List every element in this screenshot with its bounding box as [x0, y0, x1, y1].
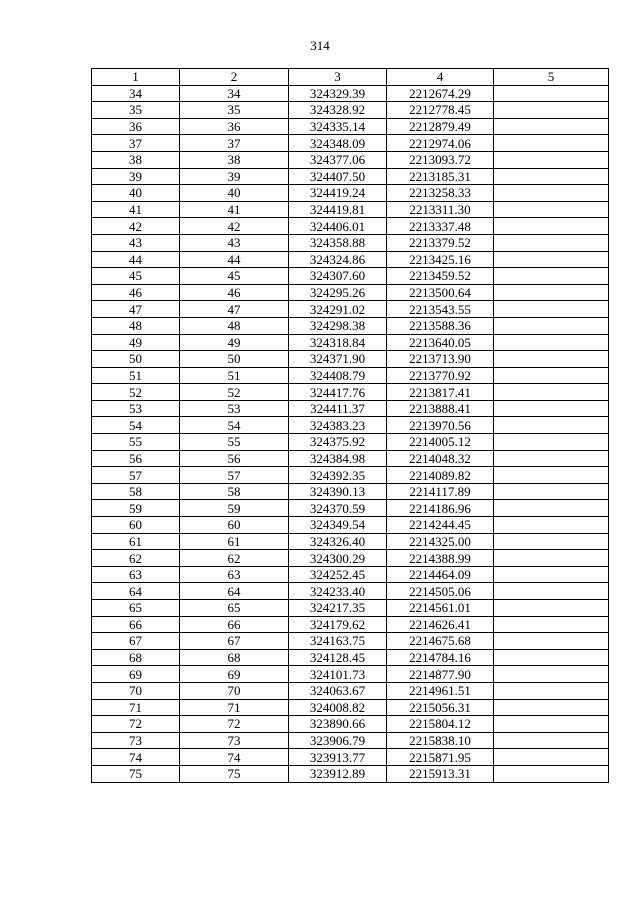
table-cell-col-5	[494, 583, 609, 600]
table-cell-col-1: 74	[92, 749, 180, 766]
table-row	[92, 483, 609, 500]
table-cell-col-5	[494, 218, 609, 235]
table-cell-col-4: 2213640.05	[387, 334, 494, 351]
table-cell-col-2: 53	[180, 400, 289, 417]
table-cell-col-4: 2214877.90	[387, 666, 494, 683]
page-number: 314	[310, 38, 330, 53]
table-row	[92, 749, 609, 766]
table-cell-col-5	[494, 185, 609, 202]
table-cell-col-2: 70	[180, 682, 289, 699]
table-cell-col-1: 37	[92, 135, 180, 152]
table-cell-col-2: 61	[180, 533, 289, 550]
table-cell-col-3: 324358.88	[289, 234, 387, 251]
table-cell-col-5	[494, 517, 609, 534]
table-cell-col-2: 73	[180, 732, 289, 749]
table-cell-col-5	[494, 151, 609, 168]
table-cell-col-3: 324329.39	[289, 85, 387, 102]
table-cell-col-2: 36	[180, 118, 289, 135]
table-cell-col-1: 66	[92, 616, 180, 633]
table-cell-col-2: 47	[180, 301, 289, 318]
table-cell-col-2: 54	[180, 417, 289, 434]
table-cell-col-1: 43	[92, 234, 180, 251]
table-cell-col-2: 39	[180, 168, 289, 185]
table-cell-col-3: 324383.23	[289, 417, 387, 434]
table-row	[92, 168, 609, 185]
table-cell-col-1: 51	[92, 367, 180, 384]
table-cell-col-2: 55	[180, 434, 289, 451]
table-cell-col-5	[494, 334, 609, 351]
table-cell-col-2: 56	[180, 450, 289, 467]
table-cell-col-2: 72	[180, 716, 289, 733]
table-cell-col-2: 64	[180, 583, 289, 600]
table-row	[92, 682, 609, 699]
table-cell-col-5	[494, 434, 609, 451]
table-cell-col-2: 75	[180, 765, 289, 782]
table-cell-col-1: 47	[92, 301, 180, 318]
table-cell-col-4: 2214561.01	[387, 600, 494, 617]
table-cell-col-2: 43	[180, 234, 289, 251]
table-row	[92, 500, 609, 517]
table-cell-col-4: 2214961.51	[387, 682, 494, 699]
table-cell-col-5	[494, 317, 609, 334]
table-cell-col-5	[494, 467, 609, 484]
table-cell-col-1: 68	[92, 649, 180, 666]
table-row	[92, 268, 609, 285]
table-cell-col-3: 324163.75	[289, 633, 387, 650]
table-row	[92, 732, 609, 749]
column-header-2: 2	[180, 69, 289, 86]
table-cell-col-1: 57	[92, 467, 180, 484]
table-cell-col-5	[494, 450, 609, 467]
table-cell-col-4: 2215871.95	[387, 749, 494, 766]
table-row	[92, 583, 609, 600]
table-row	[92, 633, 609, 650]
table-cell-col-4: 2214048.32	[387, 450, 494, 467]
table-cell-col-1: 38	[92, 151, 180, 168]
table-cell-col-4: 2213588.36	[387, 317, 494, 334]
table-cell-col-3: 323890.66	[289, 716, 387, 733]
table-cell-col-2: 41	[180, 201, 289, 218]
table-cell-col-3: 323912.89	[289, 765, 387, 782]
table-row	[92, 351, 609, 368]
table-cell-col-3: 324417.76	[289, 384, 387, 401]
column-header-5: 5	[494, 69, 609, 86]
table-cell-col-2: 74	[180, 749, 289, 766]
table-row	[92, 218, 609, 235]
table-cell-col-5	[494, 566, 609, 583]
table-row	[92, 716, 609, 733]
table-cell-col-1: 39	[92, 168, 180, 185]
table-cell-col-1: 34	[92, 85, 180, 102]
table-row	[92, 467, 609, 484]
table-cell-col-1: 50	[92, 351, 180, 368]
table-cell-col-2: 45	[180, 268, 289, 285]
table-cell-col-4: 2214089.82	[387, 467, 494, 484]
table-cell-col-3: 324384.98	[289, 450, 387, 467]
table-cell-col-4: 2213258.33	[387, 185, 494, 202]
table-cell-col-5	[494, 351, 609, 368]
table-cell-col-2: 69	[180, 666, 289, 683]
table-cell-col-2: 46	[180, 284, 289, 301]
table-cell-col-3: 324390.13	[289, 483, 387, 500]
table-cell-col-5	[494, 550, 609, 567]
table-cell-col-3: 324419.24	[289, 185, 387, 202]
table-cell-col-1: 58	[92, 483, 180, 500]
coordinates-table	[91, 68, 609, 783]
table-cell-col-3: 324295.26	[289, 284, 387, 301]
table-cell-col-4: 2213185.31	[387, 168, 494, 185]
table-cell-col-4: 2213425.16	[387, 251, 494, 268]
table-cell-col-2: 34	[180, 85, 289, 102]
table-cell-col-1: 55	[92, 434, 180, 451]
table-cell-col-2: 68	[180, 649, 289, 666]
table-row	[92, 517, 609, 534]
table-cell-col-3: 324300.29	[289, 550, 387, 567]
table-cell-col-4: 2214117.89	[387, 483, 494, 500]
table-row	[92, 400, 609, 417]
table-row	[92, 334, 609, 351]
table-cell-col-2: 63	[180, 566, 289, 583]
table-cell-col-3: 324307.60	[289, 268, 387, 285]
table-row	[92, 317, 609, 334]
table-row	[92, 301, 609, 318]
table-cell-col-4: 2212879.49	[387, 118, 494, 135]
table-cell-col-2: 37	[180, 135, 289, 152]
table-cell-col-5	[494, 649, 609, 666]
table-cell-col-2: 50	[180, 351, 289, 368]
column-header-1: 1	[92, 69, 180, 86]
table-cell-col-1: 59	[92, 500, 180, 517]
table-cell-col-5	[494, 616, 609, 633]
table-row	[92, 102, 609, 119]
table-cell-col-3: 324233.40	[289, 583, 387, 600]
column-header-3: 3	[289, 69, 387, 86]
table-cell-col-4: 2214244.45	[387, 517, 494, 534]
table-cell-col-3: 324377.06	[289, 151, 387, 168]
table-row	[92, 450, 609, 467]
table-cell-col-3: 324349.54	[289, 517, 387, 534]
table-cell-col-4: 2213093.72	[387, 151, 494, 168]
table-cell-col-5	[494, 732, 609, 749]
table-cell-col-5	[494, 666, 609, 683]
table-cell-col-2: 35	[180, 102, 289, 119]
table-cell-col-1: 71	[92, 699, 180, 716]
table-cell-col-1: 75	[92, 765, 180, 782]
table-cell-col-2: 62	[180, 550, 289, 567]
table-row	[92, 135, 609, 152]
table-cell-col-2: 65	[180, 600, 289, 617]
table-cell-col-5	[494, 268, 609, 285]
table-cell-col-3: 323906.79	[289, 732, 387, 749]
table-cell-col-3: 324407.50	[289, 168, 387, 185]
table-row	[92, 533, 609, 550]
table-cell-col-4: 2214005.12	[387, 434, 494, 451]
table-cell-col-5	[494, 118, 609, 135]
table-cell-col-5	[494, 716, 609, 733]
table-cell-col-4: 2213500.64	[387, 284, 494, 301]
table-cell-col-4: 2214626.41	[387, 616, 494, 633]
table-row	[92, 367, 609, 384]
table-row	[92, 284, 609, 301]
table-cell-col-5	[494, 384, 609, 401]
table-cell-col-3: 324101.73	[289, 666, 387, 683]
table-cell-col-2: 58	[180, 483, 289, 500]
table-cell-col-1: 49	[92, 334, 180, 351]
table-cell-col-4: 2214784.16	[387, 649, 494, 666]
table-cell-col-5	[494, 102, 609, 119]
table-cell-col-3: 324298.38	[289, 317, 387, 334]
table-row	[92, 201, 609, 218]
table-cell-col-5	[494, 483, 609, 500]
table-cell-col-2: 60	[180, 517, 289, 534]
table-cell-col-4: 2213379.52	[387, 234, 494, 251]
table-cell-col-5	[494, 400, 609, 417]
table-cell-col-2: 59	[180, 500, 289, 517]
table-cell-col-3: 324411.37	[289, 400, 387, 417]
table-cell-col-3: 324375.92	[289, 434, 387, 451]
table-cell-col-5	[494, 533, 609, 550]
table-cell-col-4: 2215913.31	[387, 765, 494, 782]
table-cell-col-4: 2213970.56	[387, 417, 494, 434]
table-cell-col-5	[494, 168, 609, 185]
table-cell-col-1: 48	[92, 317, 180, 334]
table-cell-col-5	[494, 301, 609, 318]
table-cell-col-4: 2214505.06	[387, 583, 494, 600]
table-cell-col-3: 324408.79	[289, 367, 387, 384]
table-cell-col-3: 324328.92	[289, 102, 387, 119]
table-cell-col-5	[494, 251, 609, 268]
table-row	[92, 434, 609, 451]
table-cell-col-3: 324063.67	[289, 682, 387, 699]
table-cell-col-5	[494, 284, 609, 301]
table-cell-col-4: 2214186.96	[387, 500, 494, 517]
table-cell-col-3: 324371.90	[289, 351, 387, 368]
table-cell-col-5	[494, 201, 609, 218]
table-cell-col-4: 2213311.30	[387, 201, 494, 218]
table-cell-col-5	[494, 135, 609, 152]
table-cell-col-1: 56	[92, 450, 180, 467]
table-row	[92, 417, 609, 434]
table-cell-col-1: 45	[92, 268, 180, 285]
table-row	[92, 151, 609, 168]
table-row	[92, 384, 609, 401]
table-cell-col-1: 69	[92, 666, 180, 683]
table-cell-col-4: 2212974.06	[387, 135, 494, 152]
table-row	[92, 566, 609, 583]
table-cell-col-1: 40	[92, 185, 180, 202]
table-cell-col-4: 2212778.45	[387, 102, 494, 119]
table-cell-col-1: 73	[92, 732, 180, 749]
table-cell-col-1: 54	[92, 417, 180, 434]
table-cell-col-4: 2214325.00	[387, 533, 494, 550]
table-row	[92, 85, 609, 102]
table-row	[92, 616, 609, 633]
table-cell-col-3: 324179.62	[289, 616, 387, 633]
table-cell-col-1: 63	[92, 566, 180, 583]
table-cell-col-4: 2213543.55	[387, 301, 494, 318]
table-row	[92, 185, 609, 202]
table-cell-col-1: 65	[92, 600, 180, 617]
table-cell-col-4: 2215838.10	[387, 732, 494, 749]
table-cell-col-3: 324008.82	[289, 699, 387, 716]
table-row	[92, 600, 609, 617]
table-cell-col-1: 46	[92, 284, 180, 301]
table-cell-col-2: 71	[180, 699, 289, 716]
table-cell-col-1: 72	[92, 716, 180, 733]
column-header-4: 4	[387, 69, 494, 86]
table-cell-col-1: 36	[92, 118, 180, 135]
table-cell-col-4: 2213459.52	[387, 268, 494, 285]
table-cell-col-4: 2214675.68	[387, 633, 494, 650]
table-cell-col-3: 324370.59	[289, 500, 387, 517]
table-cell-col-4: 2213337.48	[387, 218, 494, 235]
table-cell-col-3: 323913.77	[289, 749, 387, 766]
table-cell-col-5	[494, 633, 609, 650]
table-cell-col-4: 2214464.09	[387, 566, 494, 583]
table-cell-col-4: 2213888.41	[387, 400, 494, 417]
table-cell-col-2: 67	[180, 633, 289, 650]
table-cell-col-1: 70	[92, 682, 180, 699]
table-cell-col-3: 324392.35	[289, 467, 387, 484]
table-cell-col-1: 62	[92, 550, 180, 567]
table-cell-col-2: 52	[180, 384, 289, 401]
table-cell-col-5	[494, 85, 609, 102]
table-cell-col-4: 2215056.31	[387, 699, 494, 716]
table-cell-col-5	[494, 500, 609, 517]
table-cell-col-3: 324326.40	[289, 533, 387, 550]
table-row	[92, 649, 609, 666]
table-cell-col-2: 44	[180, 251, 289, 268]
table-cell-col-2: 48	[180, 317, 289, 334]
table-cell-col-1: 41	[92, 201, 180, 218]
table-cell-col-1: 42	[92, 218, 180, 235]
table-cell-col-4: 2213713.90	[387, 351, 494, 368]
table-cell-col-3: 324128.45	[289, 649, 387, 666]
table-cell-col-1: 61	[92, 533, 180, 550]
table-cell-col-3: 324252.45	[289, 566, 387, 583]
table-header-row	[92, 69, 609, 86]
table-cell-col-5	[494, 765, 609, 782]
table-cell-col-4: 2212674.29	[387, 85, 494, 102]
table-row	[92, 666, 609, 683]
table-cell-col-1: 35	[92, 102, 180, 119]
table-row	[92, 118, 609, 135]
table-row	[92, 251, 609, 268]
table-cell-col-1: 64	[92, 583, 180, 600]
table-cell-col-1: 53	[92, 400, 180, 417]
table-row	[92, 234, 609, 251]
table-row	[92, 699, 609, 716]
table-cell-col-2: 51	[180, 367, 289, 384]
table-cell-col-4: 2215804.12	[387, 716, 494, 733]
table-cell-col-3: 324335.14	[289, 118, 387, 135]
table-cell-col-2: 57	[180, 467, 289, 484]
table-cell-col-2: 38	[180, 151, 289, 168]
table-cell-col-5	[494, 749, 609, 766]
table-body	[92, 85, 609, 782]
table-cell-col-3: 324291.02	[289, 301, 387, 318]
table-cell-col-3: 324324.86	[289, 251, 387, 268]
table-cell-col-3: 324419.81	[289, 201, 387, 218]
table-cell-col-1: 44	[92, 251, 180, 268]
table-cell-col-4: 2213770.92	[387, 367, 494, 384]
table-cell-col-2: 42	[180, 218, 289, 235]
table-row	[92, 550, 609, 567]
table-cell-col-4: 2214388.99	[387, 550, 494, 567]
table-cell-col-3: 324406.01	[289, 218, 387, 235]
table-cell-col-2: 49	[180, 334, 289, 351]
table-cell-col-5	[494, 234, 609, 251]
table-cell-col-2: 66	[180, 616, 289, 633]
table-cell-col-1: 67	[92, 633, 180, 650]
table-cell-col-3: 324318.84	[289, 334, 387, 351]
table-cell-col-1: 52	[92, 384, 180, 401]
table-cell-col-3: 324348.09	[289, 135, 387, 152]
table-row	[92, 765, 609, 782]
table-cell-col-2: 40	[180, 185, 289, 202]
table-cell-col-5	[494, 367, 609, 384]
table-cell-col-5	[494, 682, 609, 699]
table-cell-col-5	[494, 699, 609, 716]
table-cell-col-5	[494, 600, 609, 617]
table-cell-col-5	[494, 417, 609, 434]
table-cell-col-4: 2213817.41	[387, 384, 494, 401]
table-cell-col-3: 324217.35	[289, 600, 387, 617]
table-cell-col-1: 60	[92, 517, 180, 534]
